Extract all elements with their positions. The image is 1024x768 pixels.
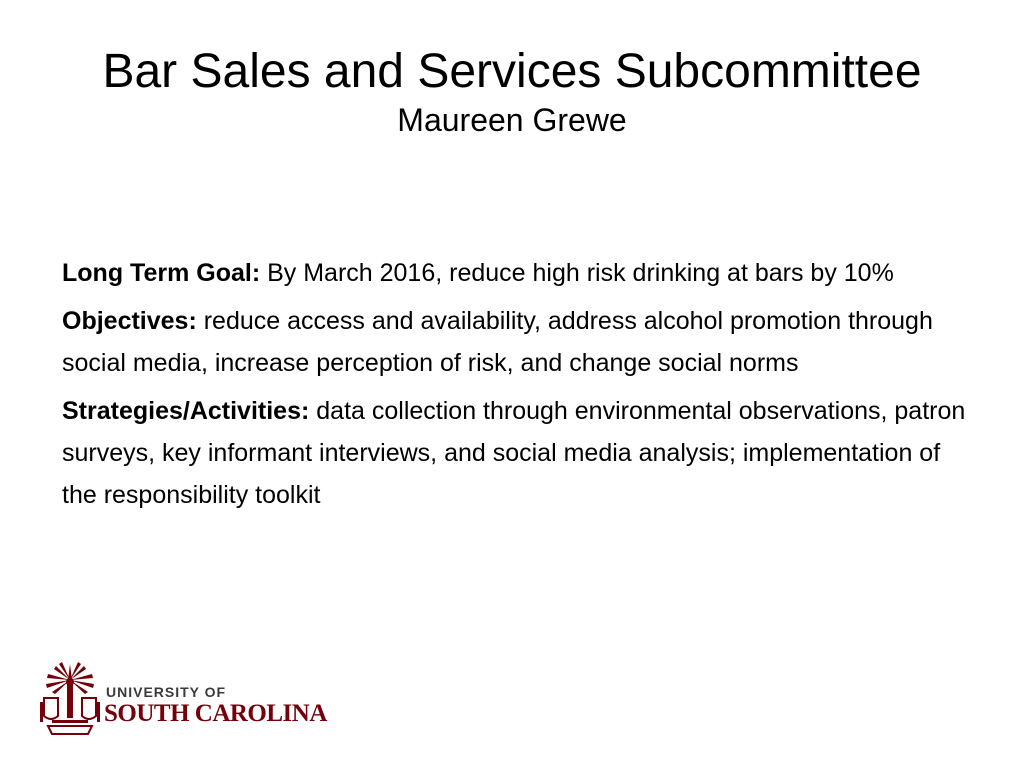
paragraph-strategies [62, 390, 972, 516]
paragraph-label: Objectives: [62, 307, 197, 335]
slide-subtitle: Maureen Grewe [397, 102, 627, 138]
logo-text-south-carolina: SOUTH CAROLINA [104, 700, 327, 727]
university-logo [38, 658, 328, 740]
title-block [0, 44, 1024, 140]
paragraph-long-term-goal [62, 252, 972, 294]
paragraph-label: Long Term Goal: [62, 259, 261, 287]
paragraph-objectives [62, 300, 972, 384]
paragraph-text: reduce access and availability, address alcohol promotion through social media, increase perception of risk, and change social norms [62, 307, 933, 377]
slide-body [62, 252, 972, 522]
slide-title: Bar Sales and Services Subcommittee [102, 45, 922, 98]
paragraph-text: data collection through environmental observations, patron surveys, key informant interviews, and social media analysis; implementation of the responsibility toolkit [62, 397, 966, 509]
palmetto-tree-icon [38, 658, 102, 740]
logo-text-university-of: UNIVERSITY OF [106, 684, 227, 700]
paragraph-text: By March 2016, reduce high risk drinking at bars by 10% [260, 259, 894, 287]
paragraph-label: Strategies/Activities: [62, 397, 310, 425]
